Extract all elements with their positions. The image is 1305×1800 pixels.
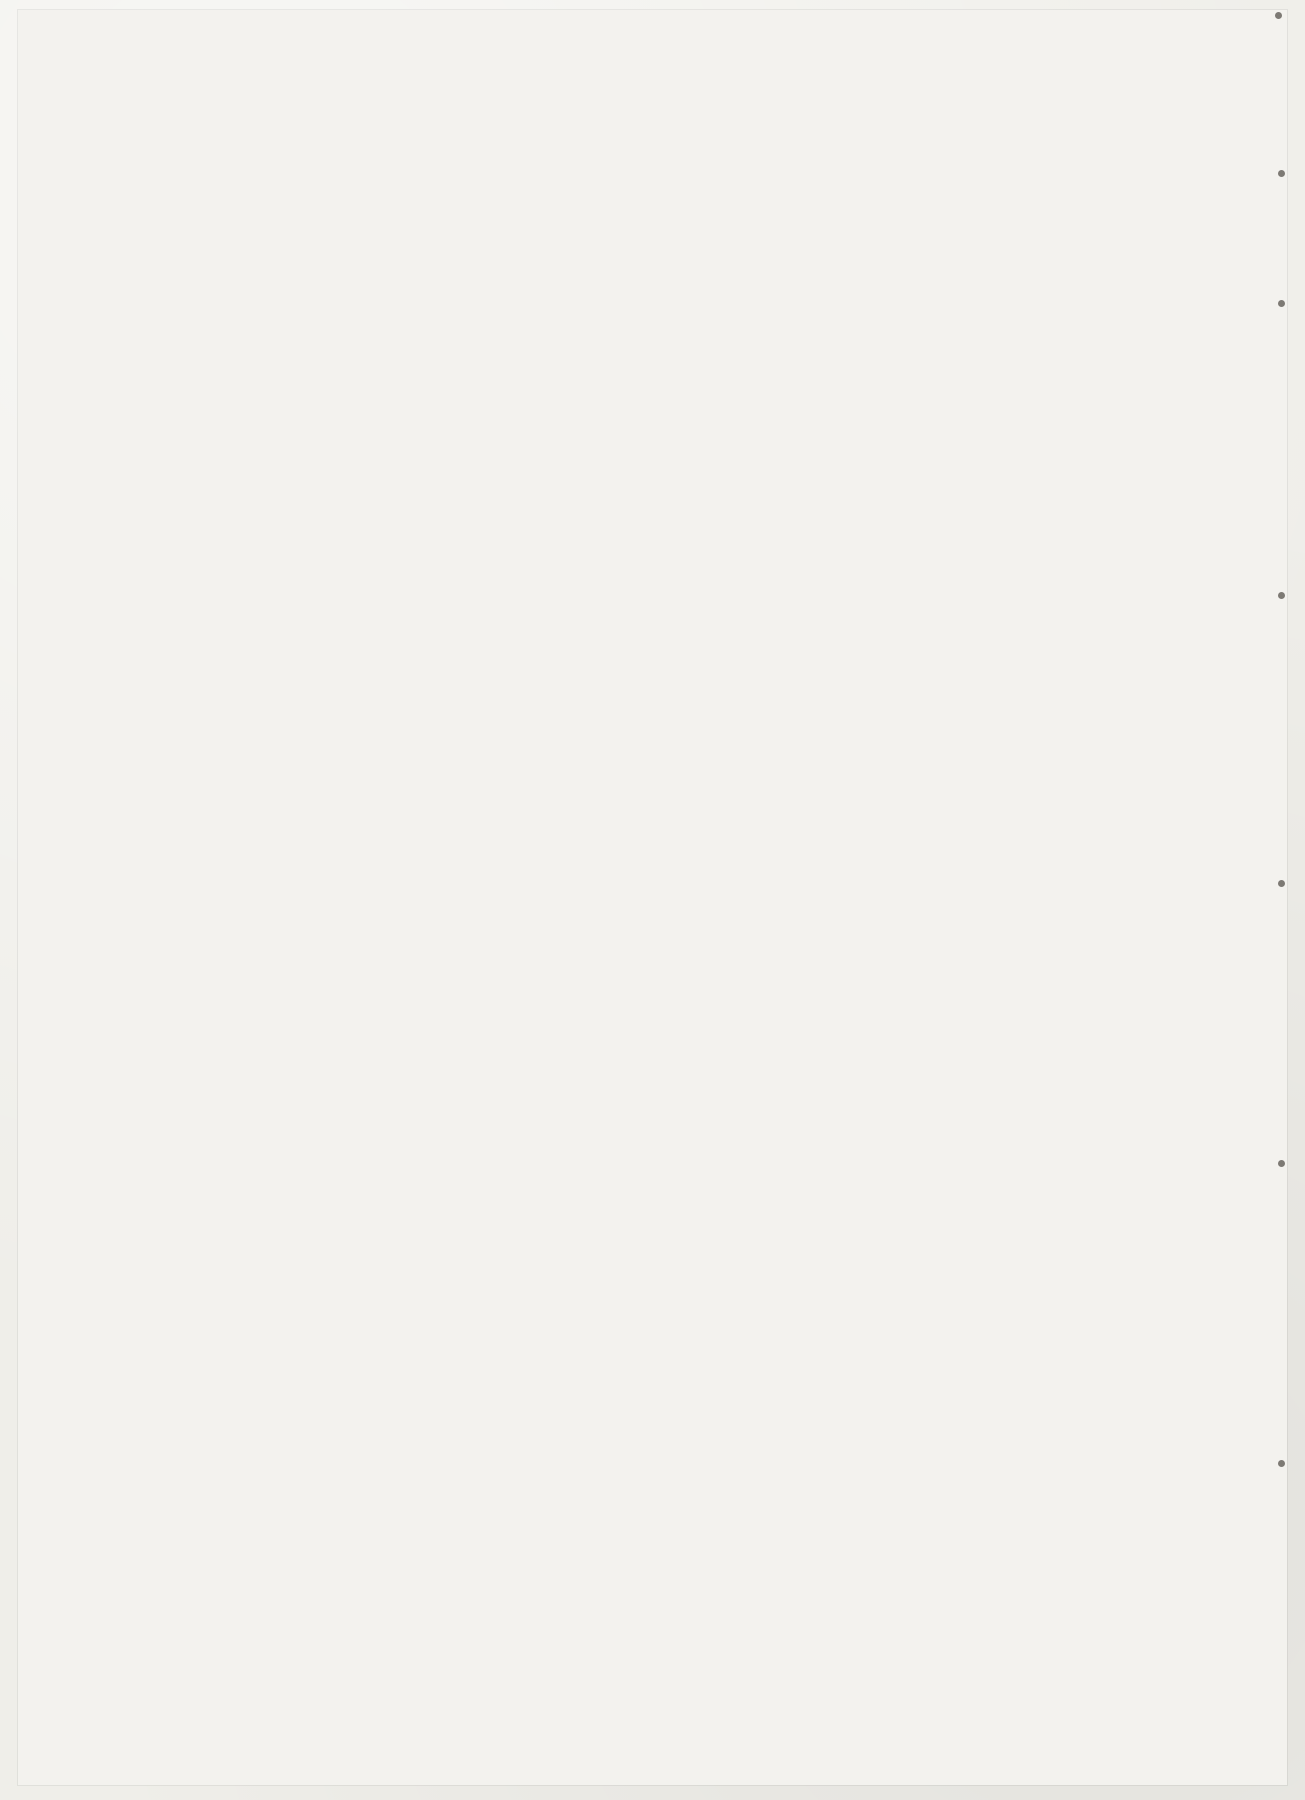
edge-mark bbox=[1278, 880, 1285, 887]
edge-mark bbox=[1278, 170, 1285, 177]
edge-mark bbox=[1278, 1160, 1285, 1167]
edge-mark bbox=[1278, 300, 1285, 307]
edge-mark bbox=[1278, 592, 1285, 599]
edge-mark bbox=[1275, 12, 1282, 19]
page-sheet bbox=[18, 10, 1287, 1785]
edge-mark bbox=[1278, 1460, 1285, 1467]
